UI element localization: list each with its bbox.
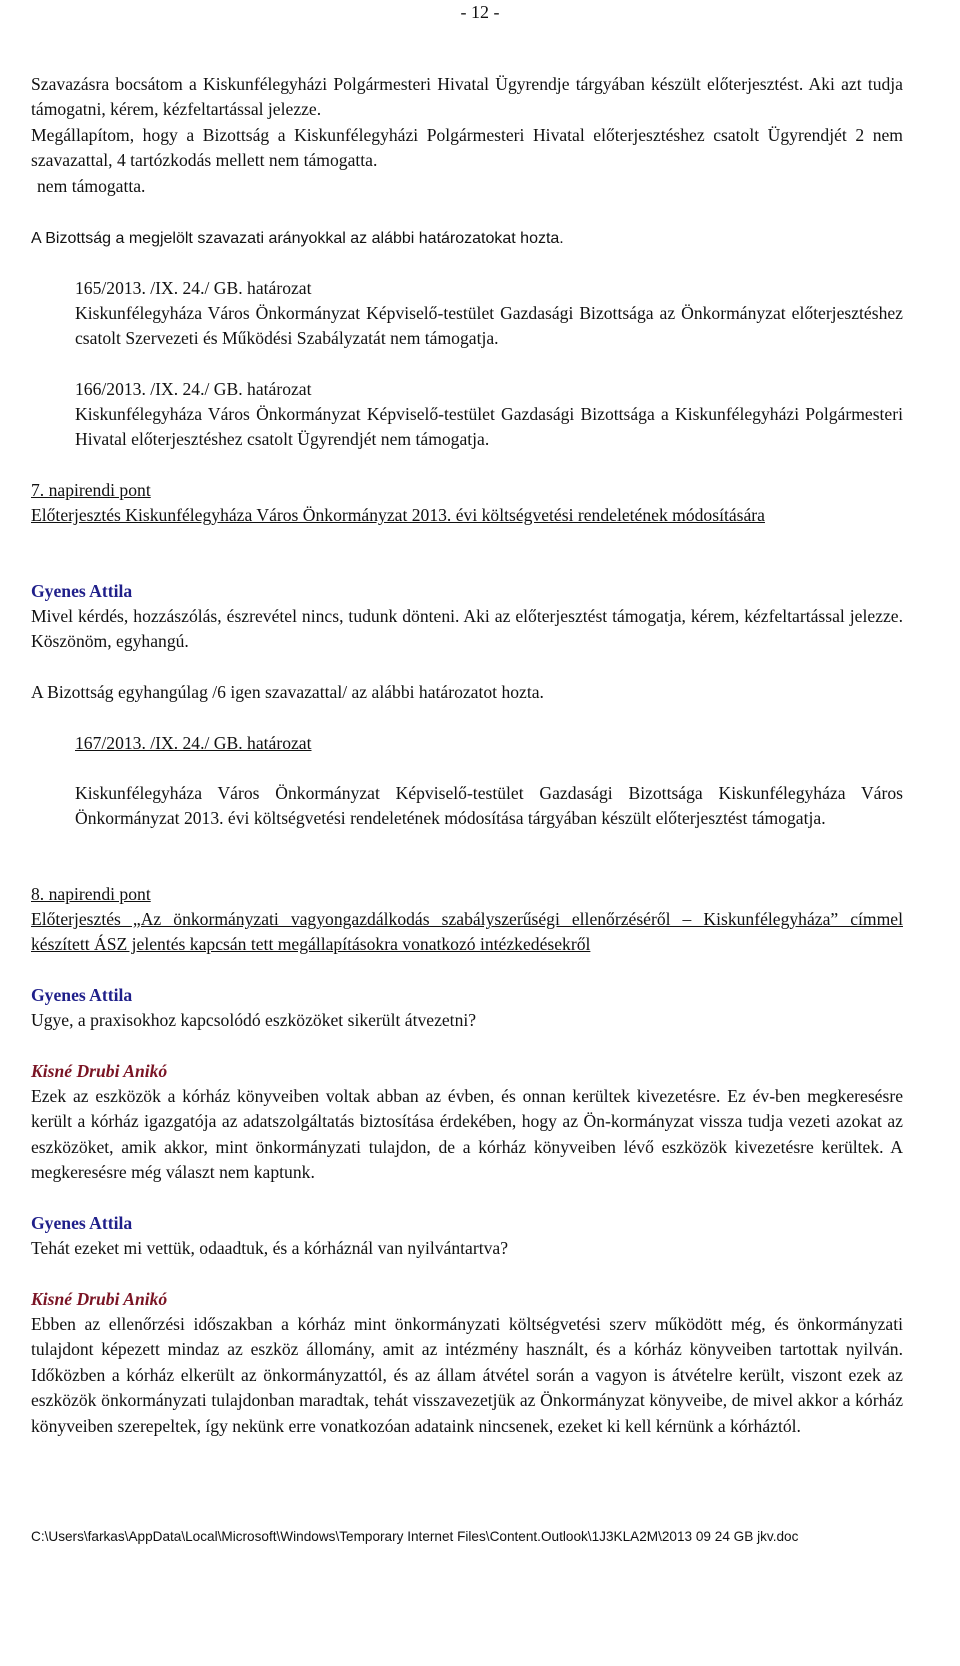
footer-file-path: C:\Users\farkas\AppData\Local\Microsoft\Windows\Temporary Internet Files\Content.Outlook\1J3KLA2M\2013 09 24 GB jkv.doc [31, 1529, 799, 1544]
speech-paragraph: Tehát ezeket mi vettük, odaadtuk, és a kórháznál van nyilvántartva? [31, 1238, 509, 1258]
agenda-7-heading: 7. napirendi pont [31, 480, 151, 500]
speaker-name: Gyenes Attila [31, 581, 133, 601]
speaker-name: Kisné Drubi Anikó [31, 1289, 168, 1309]
agenda-8-heading: 8. napirendi pont [31, 884, 151, 904]
speaker-name: Gyenes Attila [31, 985, 133, 1005]
resolution-165-text: Kiskunfélegyháza Város Önkormányzat Képviselő-testület Gazdasági Bizottsága az Önkormányzat előterjesztéshez csatolt Szervezeti és Működési Szabályzatát nem támogatja. [75, 303, 903, 349]
resolution-165-number: 165/2013. /IX. 24./ GB. határozat [75, 278, 312, 298]
speech-paragraph: Ebben az ellenőrzési időszakban a kórház mint önkormányzati költségvetési szerv működött még, és önkormányzati tulajdont képezett mindaz az eszköz állomány, amit az intézmény használt, és a kórház könyveiben tartottak nyilván. Időközben a kórház elkerült az önkormányzattól, és az állam átvétel során a vagyon is átvételre került, viszont ezek az eszközök önkormányzati tulajdonban maradtak, tehát visszavezetjük az Önkormányzat könyveibe, de mivel akkor a kórház könyveiben szerepeltek, így nekünk erre vonatkozóan adataink nincsenek, ezeket ki kell kérnünk a kórháztól. [31, 1314, 903, 1436]
agenda-8-title: Előterjesztés „Az önkormányzati vagyongazdálkodás szabályszerűségi ellenőrzéséről – Kiskunfélegyháza” címmel készített ÁSZ jelentés kapcsán tett megállapításokra vonatkozó intézkedésekről [31, 909, 903, 955]
speech-paragraph: Mivel kérdés, hozzászólás, észrevétel nincs, tudunk dönteni. Aki az előterjesztést támogatja, kérem, kézfeltartással jelezze. Köszönöm, egyhangú. [31, 606, 903, 652]
resolution-166-text: Kiskunfélegyháza Város Önkormányzat Képviselő-testület Gazdasági Bizottsága a Kiskunfélegyházi Polgármesteri Hivatal előterjesztéshez csatolt Ügyrendjét nem támogatja. [75, 404, 903, 450]
committee-decisions-intro: A Bizottság a megjelölt szavazati arányokkal az alábbi határozatokat hozta. [31, 230, 564, 247]
resolution-167-text: Kiskunfélegyháza Város Önkormányzat Képviselő-testület Gazdasági Bizottsága Kiskunfélegyháza Város Önkormányzat 2013. évi költségvetési rendeletének módosítása tárgyában készült előterjesztést támogatja. [75, 783, 903, 829]
speaker-name: Kisné Drubi Anikó [31, 1061, 168, 1081]
unanimous-decision-intro: A Bizottság egyhangúlag /6 igen szavazattal/ az alábbi határozatot hozta. [31, 682, 544, 702]
speech-paragraph: Ugye, a praxisokhoz kapcsolódó eszközöket sikerült átvezetni? [31, 1010, 477, 1030]
vote-call-paragraph: Szavazásra bocsátom a Kiskunfélegyházi Polgármesteri Hivatal Ügyrendje tárgyában készült előterjesztést. Aki azt tudja támogatni, kérem, kézfeltartással jelezze. [31, 74, 903, 120]
speaker-name: Gyenes Attila [31, 1213, 133, 1233]
page-number: - 12 - [460, 2, 500, 22]
resolution-166-number: 166/2013. /IX. 24./ GB. határozat [75, 379, 312, 399]
resolution-167-number: 167/2013. /IX. 24./ GB. határozat [75, 733, 312, 753]
vote-result-paragraph: Megállapítom, hogy a Bizottság a Kiskunfélegyházi Polgármesteri Hivatal előterjesztéshez csatolt Ügyrendjét 2 nem szavazattal, 4 tartózkodás mellett nem támogatta. [31, 125, 903, 171]
vote-result-repeat: nem támogatta. [37, 176, 146, 196]
speech-paragraph: Ezek az eszközök a kórház könyveiben voltak abban az évben, és onnan kerültek kivezetésre. Ez év-ben megkeresésre került a kórház igazgatója az adatszolgáltatás biztosítása érdekében, hogy az Ön-kormányzat vissza tudja vezeti azokat az eszközöket, amik akkor, mint önkormányzati tulajdon, de a kórház könyveiben lévő eszközök kivezetésre kerültek. A megkeresésre még választ nem kaptunk. [31, 1086, 903, 1183]
agenda-7-title: Előterjesztés Kiskunfélegyháza Város Önkormányzat 2013. évi költségvetési rendeletének módosítására [31, 505, 765, 525]
